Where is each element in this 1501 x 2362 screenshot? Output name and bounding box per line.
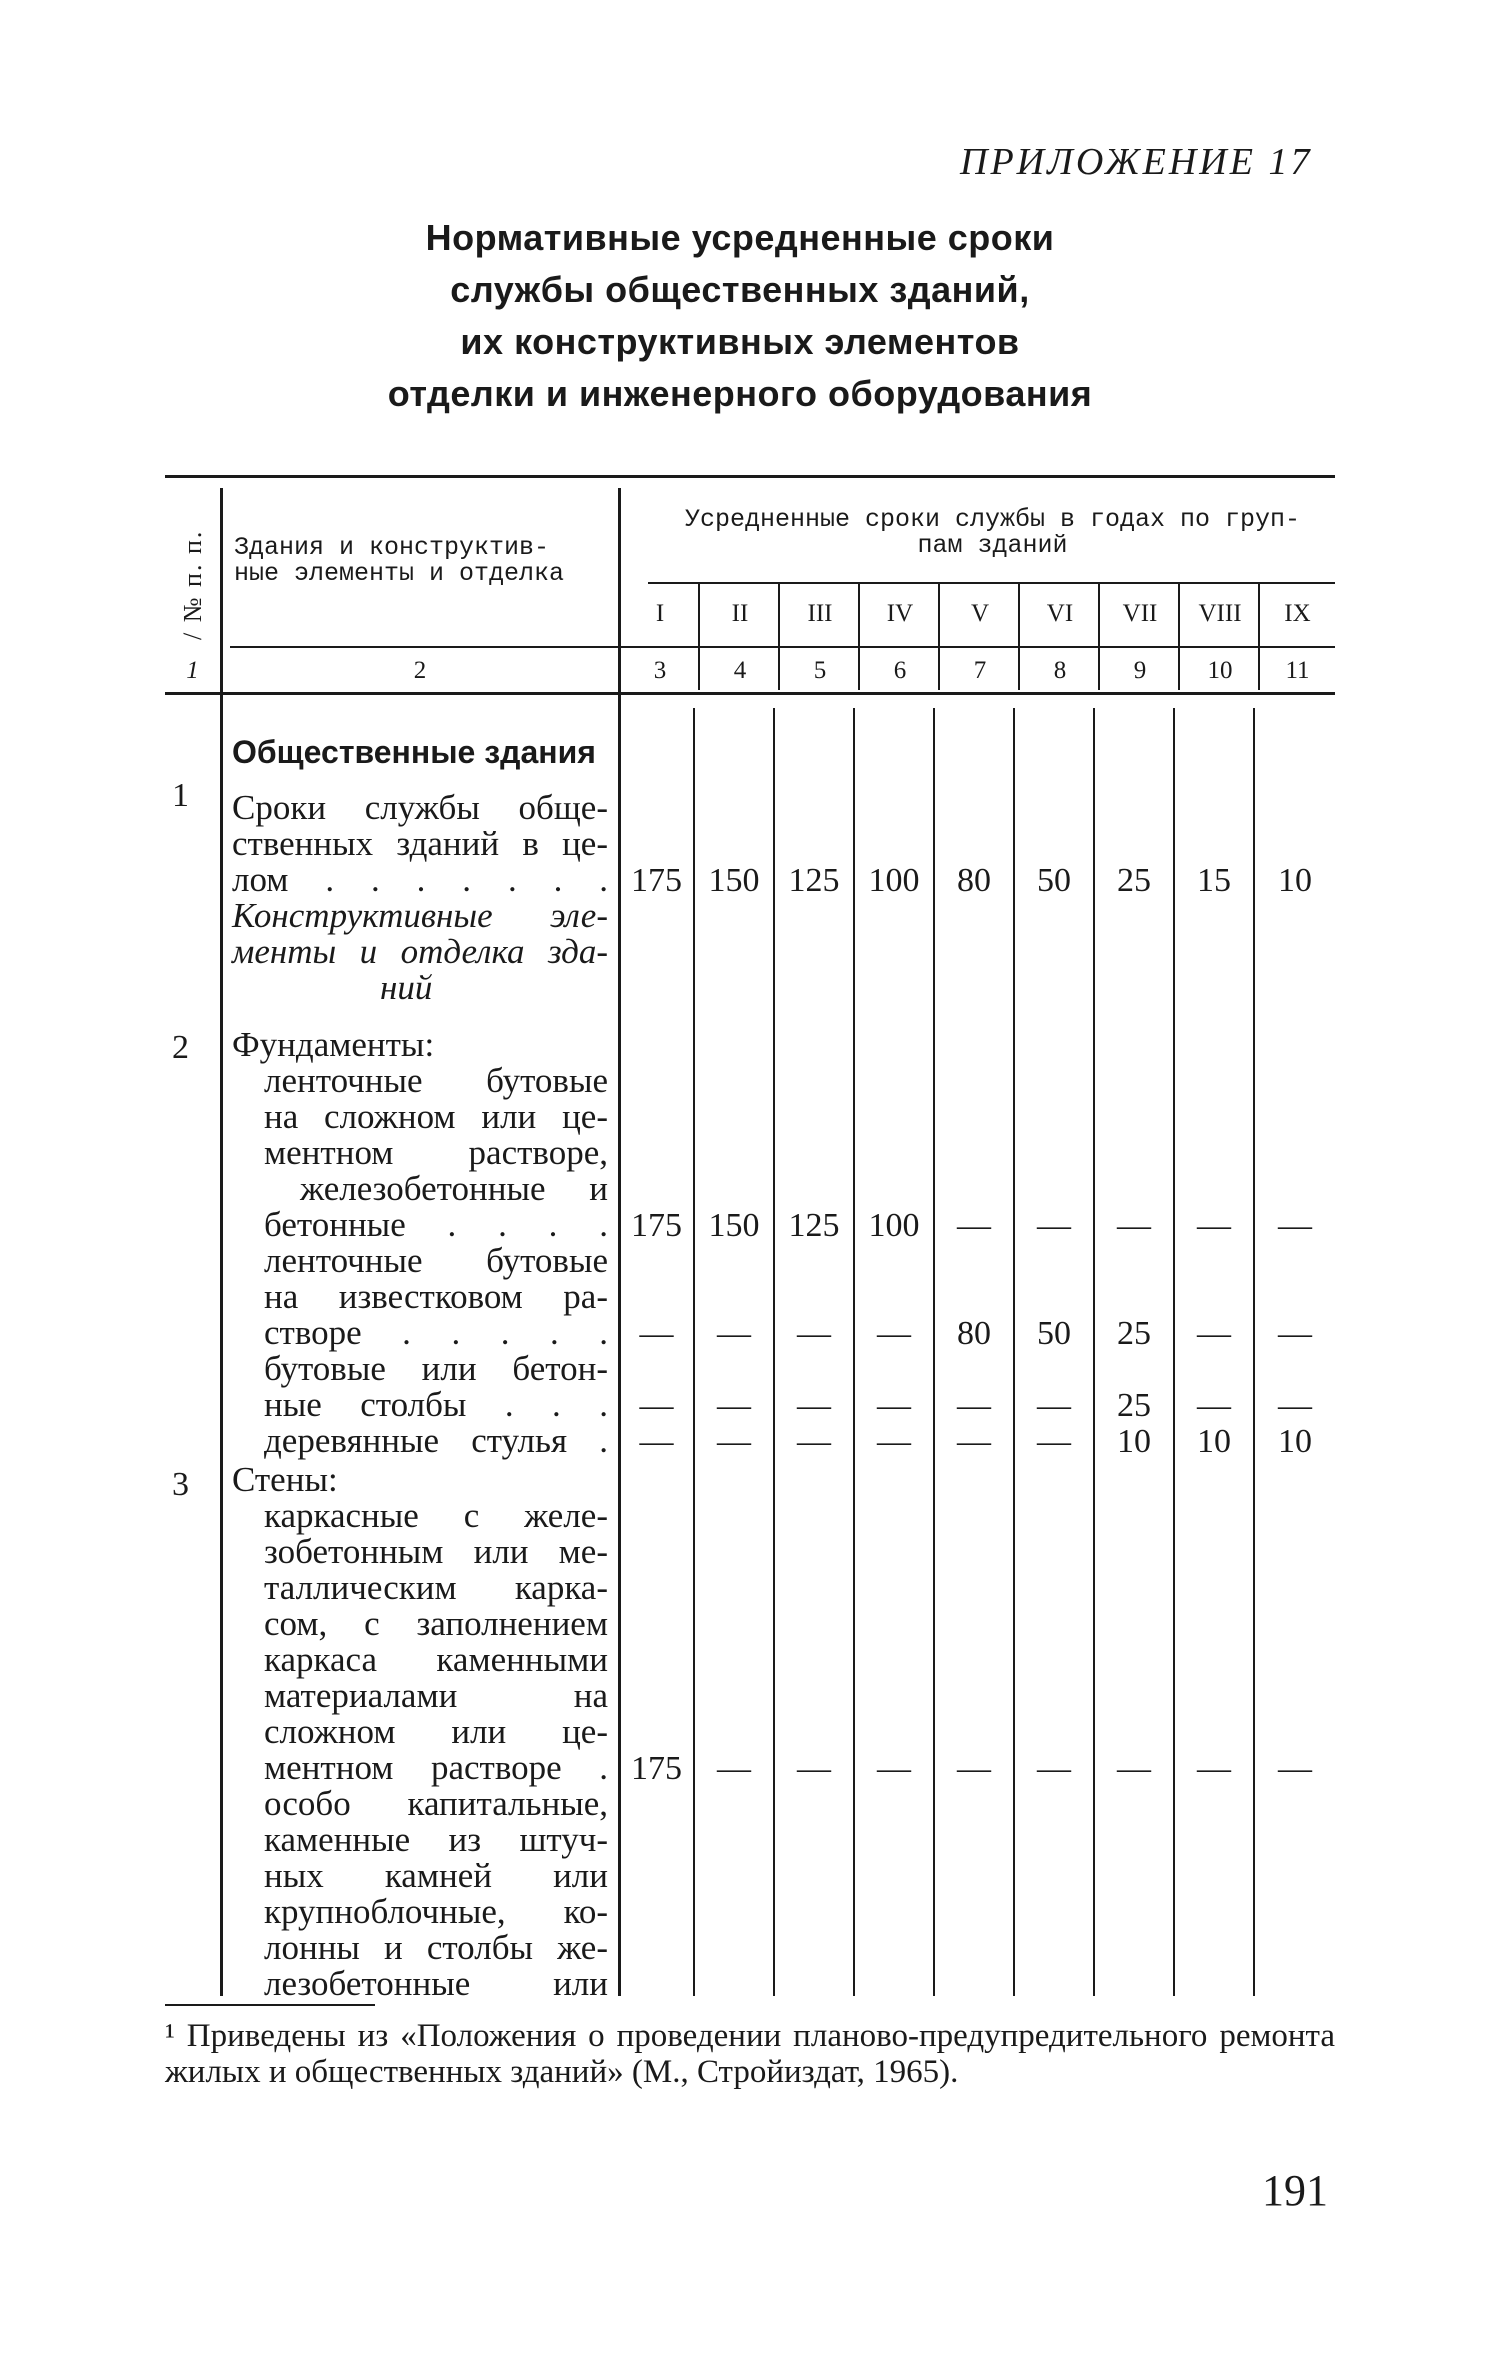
page-title [300,212,1180,420]
row-text-line: лезобетонные или [264,1964,608,2003]
value-cell: 25 [1117,1315,1151,1352]
row-text-line: Сроки службы обще- [232,788,608,827]
group-header: IV [886,600,914,627]
value-cell: — [639,1315,674,1352]
row-text-line: сом, с заполнением [264,1604,608,1643]
column-number: 2 [413,657,427,684]
row-text-line: особо капитальные, [264,1784,608,1823]
column-number: 9 [1133,657,1147,684]
appendix-label: ПРИЛОЖЕНИЕ 17 [960,141,1313,183]
footnote-rule [165,2004,375,2006]
header-bottom-rule [165,692,1335,695]
row-text-line: сложном или це- [264,1712,608,1751]
subheading-line: Конструктивные эле- [232,896,608,935]
value-cell: 25 [1117,1387,1151,1424]
section-heading: Общественные здания [232,734,596,770]
row-text-line: лом . . . . . . . [232,860,608,899]
value-cell: 80 [957,1315,991,1352]
row-text-line: деревянные стулья . [264,1421,608,1460]
column-number: 6 [893,657,907,684]
footnote: ¹ Приведены из «Положения о проведении планово-предупредительного ремонта жилых и общественных зданий» (М., Стройиздат, 1965). [165,2018,1335,2090]
value-cell: 10 [1278,862,1312,899]
value-cell: 125 [788,862,840,899]
row-text-line: каркасные с желе- [264,1496,608,1535]
value-cell: — [1197,1387,1231,1424]
page-number: 191 [1262,2166,1328,2215]
row-text-line: каркаса каменными [264,1640,608,1679]
value-cell: — [877,1315,911,1352]
groups-rule [648,582,1335,584]
value-cell: — [877,1423,911,1460]
value-cell: — [1037,1207,1071,1244]
value-cell: 175 [631,1750,682,1787]
value-cell: — [797,1750,831,1787]
row-text-line: ственных зданий в це- [232,824,608,863]
column-number: 10 [1207,657,1233,684]
value-cell: — [717,1315,751,1352]
label-line: Усредненные сроки службы в годах по груп- [684,505,1301,534]
value-cell: 15 [1197,862,1231,899]
column-number: 4 [733,657,747,684]
group-header: VI [1046,600,1074,627]
row-number: 1 [172,777,189,814]
value-cell: — [717,1423,751,1460]
subheading-line: менты и отделка зда- [232,932,608,971]
value-cell: — [639,1387,674,1424]
column-number: 8 [1053,657,1067,684]
label-line: пам зданий [917,531,1068,560]
row-text-line: бутовые или бетон- [264,1349,608,1388]
title-line: Нормативные усредненные сроки [425,217,1055,258]
row-text-line: материалами на [264,1676,608,1715]
value-cell: — [1197,1207,1231,1244]
value-cell: — [797,1315,831,1352]
title-line: их конструктивных элементов [460,321,1020,362]
title-line: службы общественных зданий, [450,269,1030,310]
row-text-line: на известковом ра- [264,1277,608,1316]
row-text-line: лонны и столбы же- [264,1928,608,1967]
value-cell: — [877,1387,911,1424]
column-number: 7 [973,657,987,684]
group-header: II [731,600,749,627]
value-cell: — [1278,1387,1312,1424]
value-cell: 50 [1037,1315,1071,1352]
value-cell: — [797,1423,831,1460]
value-cell: — [877,1750,911,1787]
value-cell: — [957,1750,991,1787]
table-top-rule [165,475,1335,478]
group-header: I [655,600,665,627]
row-number: 2 [172,1029,189,1066]
row-text-line: таллическим карка- [264,1568,608,1607]
row-text-line: ные столбы . . . [264,1385,608,1424]
value-cell: — [1037,1750,1071,1787]
num-column-label: / № п. п. [178,529,207,640]
group-header: VII [1122,600,1158,627]
value-cell: — [1037,1423,1071,1460]
label-line: ные элементы и отделка [234,559,565,588]
group-header: VIII [1198,600,1242,627]
value-cell: — [957,1423,991,1460]
value-cell: 150 [708,862,760,899]
value-cell: 80 [957,862,991,899]
group-header: V [970,600,990,627]
column-number: 1 [186,657,199,684]
value-cell: — [639,1423,674,1460]
value-cell: — [717,1387,751,1424]
row-title: Стены: [232,1460,338,1499]
value-cell: 10 [1117,1423,1151,1460]
row-text-line: створе . . . . . [264,1313,608,1352]
groups-column-label [650,507,1335,559]
row-title: Фундаменты: [232,1025,435,1064]
value-cell: — [1197,1315,1231,1352]
elements-column-label [234,535,564,587]
value-cell: — [957,1207,991,1244]
row-text-line: на сложном или це- [264,1097,608,1136]
row-text-line: ментном растворе, [264,1133,608,1172]
value-cell: — [957,1387,991,1424]
value-cell: 100 [868,862,920,899]
value-cell: — [1278,1750,1312,1787]
column-number: 3 [653,657,667,684]
value-cell: 50 [1037,862,1071,899]
value-cell: 25 [1117,862,1151,899]
value-cell: — [1278,1207,1312,1244]
column-number: 5 [813,657,827,684]
row-text-line: крупноблочные, ко- [264,1892,608,1931]
value-cell: 175 [631,862,682,899]
column-number: 11 [1285,657,1310,684]
value-cell: 175 [631,1207,682,1244]
value-cell: — [717,1750,751,1787]
value-cell: 10 [1278,1423,1312,1460]
value-cell: 125 [788,1207,840,1244]
value-cell: — [797,1387,831,1424]
group-header: IX [1284,600,1311,627]
row-text-line: бетонные . . . . [264,1205,608,1244]
row-text-line: каменные из штуч- [264,1820,608,1859]
subheading-line: ний [380,968,433,1007]
row-text-line: ленточные бутовые [264,1241,608,1280]
row-text-line: железобетонные и [300,1169,608,1208]
colnum-rule [230,646,1335,648]
row-text-line: ных камней или [264,1856,608,1895]
value-cell: 100 [868,1207,920,1244]
value-cell: 150 [708,1207,760,1244]
title-line: отделки и инженерного оборудования [387,373,1093,414]
group-header: III [807,600,833,627]
label-line: Здания и конструктив- [234,533,550,562]
row-text-line: зобетонным или ме- [264,1532,608,1571]
value-cell: — [1278,1315,1312,1352]
value-cell: — [1197,1750,1231,1787]
row-text-line: ленточные бутовые [264,1061,608,1100]
value-cell: — [1117,1750,1151,1787]
value-cell: — [1117,1207,1151,1244]
col-divider [220,488,223,1996]
row-number: 3 [172,1466,189,1503]
value-cell: 10 [1197,1423,1231,1460]
row-text-line: ментном растворе . [264,1748,608,1787]
value-cell: — [1037,1387,1071,1424]
